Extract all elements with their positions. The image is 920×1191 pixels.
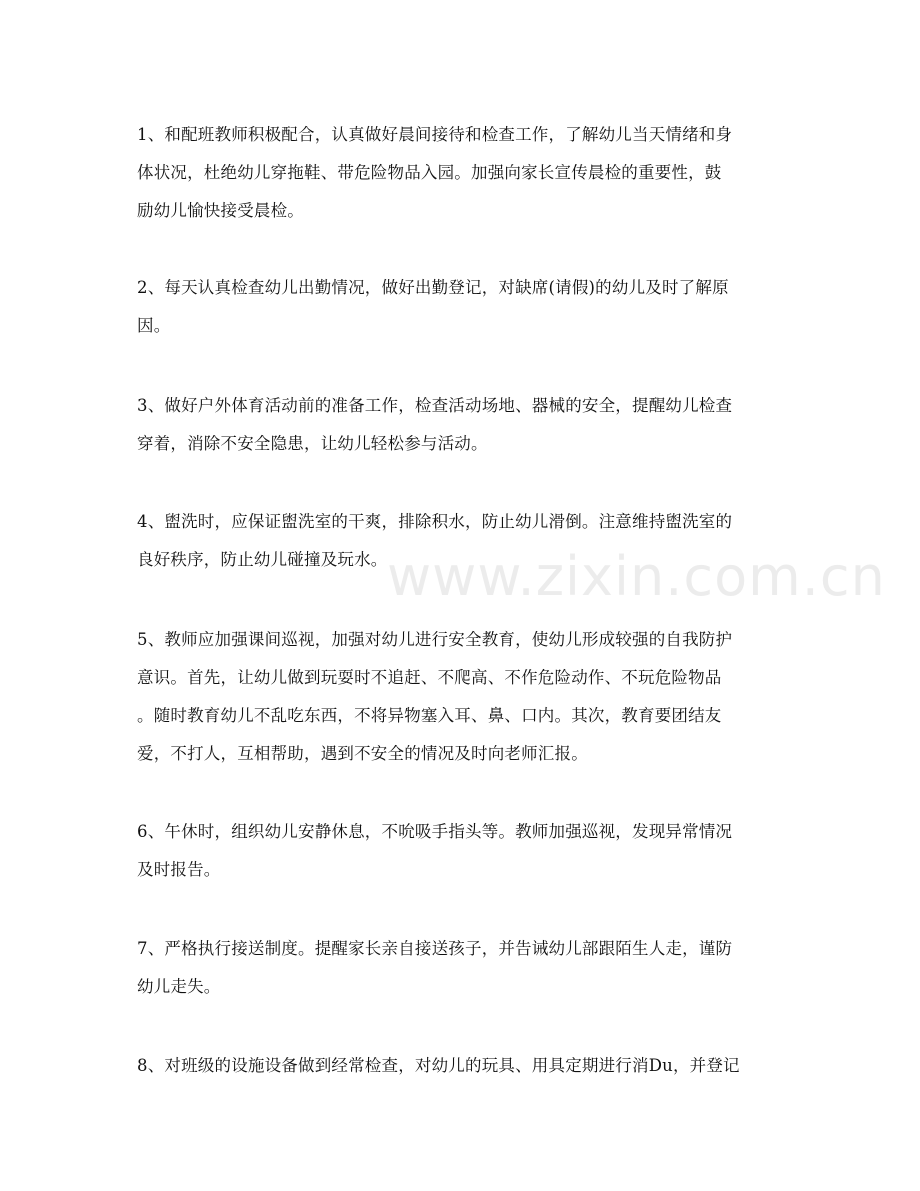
text-line: 爱，不打人，互相帮助，遇到不安全的情况及时向老师汇报。: [137, 744, 588, 763]
paragraph-7: [137, 930, 787, 1006]
text-line: 4、盥洗时，应保证盥洗室的干爽，排除积水，防止幼儿滑倒。注意维持盥洗室的: [137, 512, 733, 531]
text-line: 7、严格执行接送制度。提醒家长亲自接送孩子，并告诫幼儿部跟陌生人走，谨防: [137, 939, 733, 958]
paragraph-5: [137, 621, 787, 773]
text-line: 。随时教育幼儿不乱吃东西，不将异物塞入耳、鼻、口内。其次，教育要团结友: [137, 706, 722, 725]
text-line: 穿着，消除不安全隐患，让幼儿轻松参与活动。: [137, 434, 488, 453]
paragraph-3: [137, 387, 787, 463]
text-line: 幼儿走失。: [137, 977, 221, 996]
text-line: 因。: [137, 316, 171, 335]
text-line: 5、教师应加强课间巡视，加强对幼儿进行安全教育，使幼儿形成较强的自我防护: [137, 630, 733, 649]
text-line: 2、每天认真检查幼儿出勤情况，做好出勤登记，对缺席(请假)的幼儿及时了解原: [137, 278, 729, 297]
text-line: 励幼儿愉快接受晨检。: [137, 201, 304, 220]
text-line: 1、和配班教师积极配合，认真做好晨间接待和检查工作，了解幼儿当天情绪和身: [137, 125, 733, 144]
text-line: 及时报告。: [137, 860, 221, 879]
text-line: 体状况，杜绝幼儿穿拖鞋、带危险物品入园。加强向家长宣传晨检的重要性，鼓: [137, 163, 722, 182]
text-line: 8、对班级的设施设备做到经常检查，对幼儿的玩具、用具定期进行消Du，并登记: [137, 1056, 740, 1075]
text-line: 意识。首先，让幼儿做到玩耍时不追赶、不爬高、不作危险动作、不玩危险物品: [137, 668, 722, 687]
text-line: 3、做好户外体育活动前的准备工作，检查活动场地、器械的安全，提醒幼儿检查: [137, 396, 733, 415]
paragraph-1: [137, 116, 787, 230]
text-line: 6、午休时，组织幼儿安静休息，不吮吸手指头等。教师加强巡视，发现异常情况: [137, 822, 733, 841]
text-line: 良好秩序，防止幼儿碰撞及玩水。: [137, 550, 388, 569]
paragraph-6: [137, 813, 787, 889]
paragraph-2: [137, 269, 787, 345]
watermark: www.zixin.com.cn: [387, 545, 886, 608]
paragraph-8: [137, 1047, 787, 1085]
paragraph-4: [137, 503, 787, 579]
